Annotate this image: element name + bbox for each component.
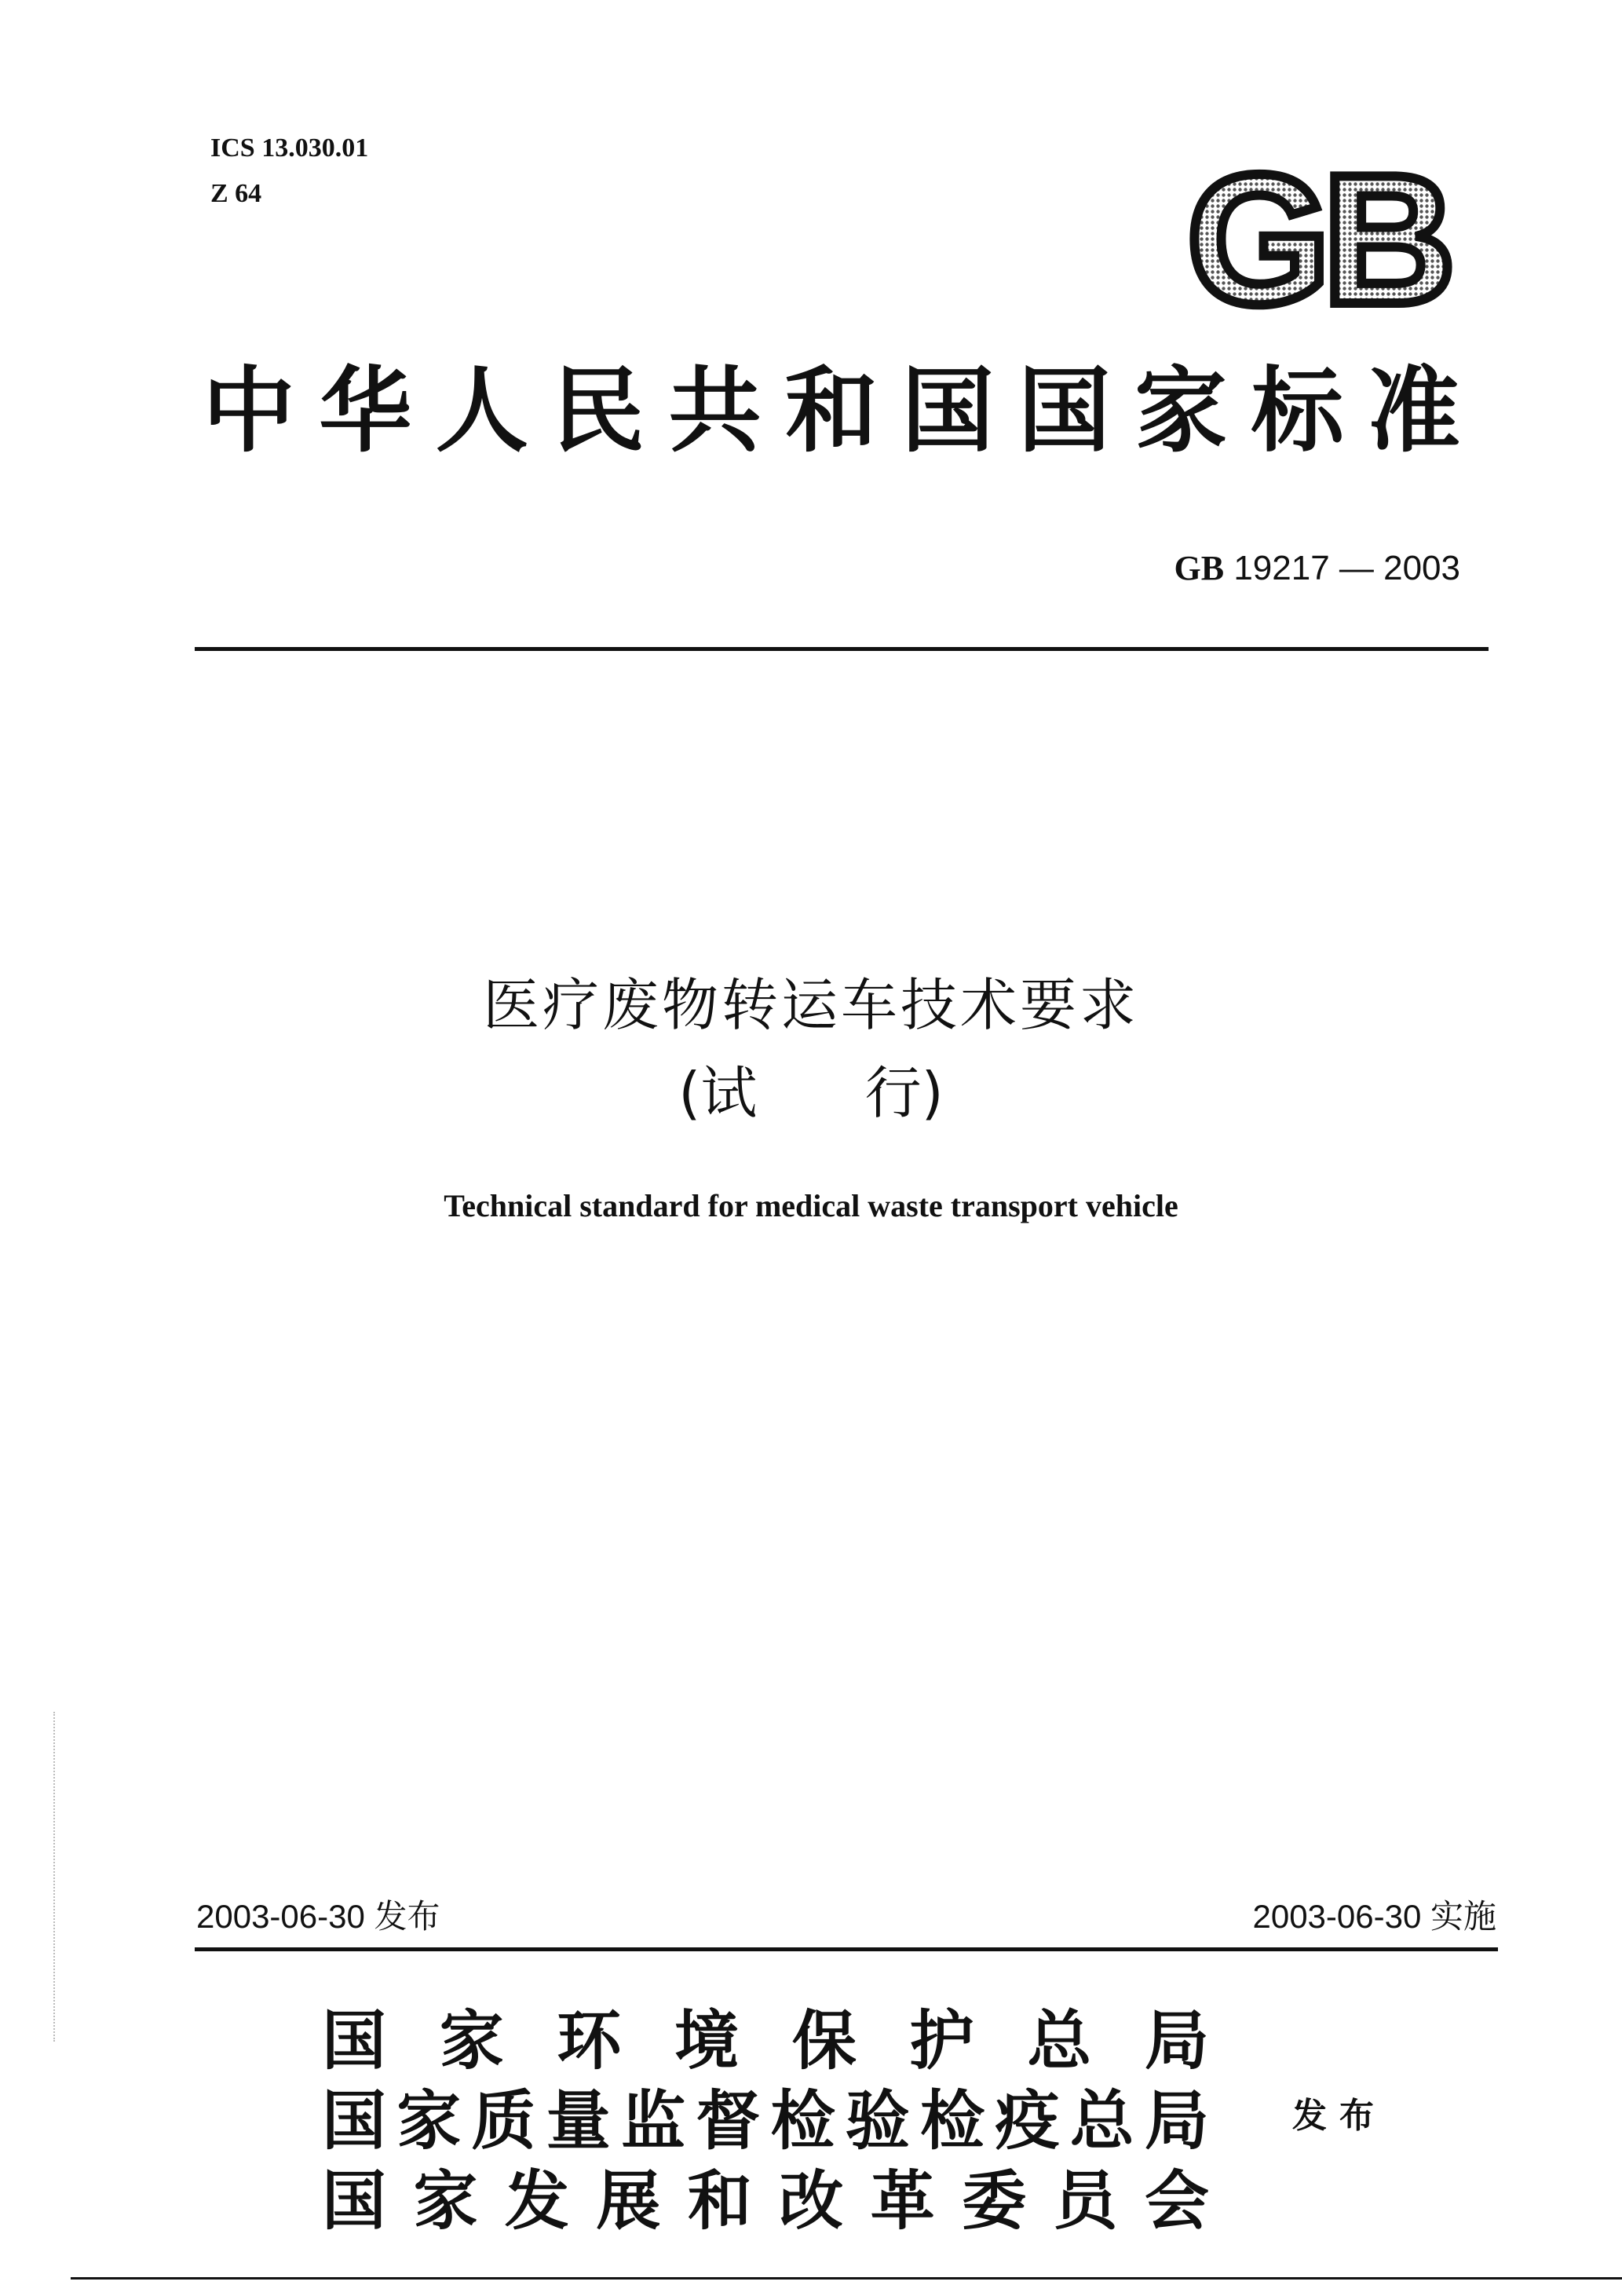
- title-char: 华: [319, 356, 426, 465]
- issuer-char: 家: [439, 2003, 504, 2078]
- issuer-char: 疫: [995, 2083, 1060, 2159]
- issuer-char: 总: [1027, 2003, 1092, 2078]
- issuer-char: 检: [770, 2083, 835, 2159]
- title-char: 民: [552, 356, 659, 465]
- issuer-char: 改: [779, 2163, 844, 2239]
- issuer-char: 护: [909, 2003, 974, 2078]
- issuer-char: 检: [920, 2083, 985, 2159]
- standard-number: [1174, 548, 1461, 588]
- publish-label: 发布: [1292, 2096, 1386, 2136]
- issuer-char: 总: [1069, 2083, 1134, 2159]
- national-standard-title: [203, 336, 1474, 470]
- document-subtitle-zh: (试 行): [678, 1060, 944, 1126]
- issuer-char: 和: [687, 2163, 752, 2239]
- issuer-char: 展: [596, 2163, 661, 2239]
- issuer-char: 局: [1144, 2083, 1209, 2159]
- issuer-char: 保: [791, 2003, 857, 2078]
- title-char: 共: [668, 356, 776, 465]
- issuer-char: 员: [1053, 2163, 1118, 2239]
- document-title-zh: 医疗废物转运车技术要求: [482, 972, 1139, 1038]
- title-char: 准: [1367, 356, 1474, 465]
- page-bottom-rule: [71, 2277, 1622, 2280]
- issuer-char: 局: [1144, 2003, 1209, 2078]
- title-char: 家: [1134, 356, 1242, 465]
- title-char: 标: [1251, 356, 1358, 465]
- scan-margin-dots: [53, 1712, 57, 2042]
- issue-date: 2003-06-30 发布: [196, 1898, 440, 1935]
- title-char: 中: [203, 356, 310, 465]
- issuer-char: 监: [621, 2083, 686, 2159]
- issuer-char: 国: [322, 2003, 387, 2078]
- issuer-char: 验: [845, 2083, 910, 2159]
- issuer-char: 国: [322, 2163, 387, 2239]
- implementation-date: 2003-06-30 实施: [1252, 1898, 1496, 1935]
- gb-logo: [1160, 154, 1474, 319]
- title-char: 人: [435, 356, 542, 465]
- footer-rule: [195, 1947, 1498, 1951]
- ics-code: ICS 13.030.01: [210, 133, 369, 163]
- issuer-char: 环: [557, 2003, 622, 2078]
- standard-code: 19217 — 2003: [1233, 549, 1460, 587]
- header-rule: [195, 647, 1489, 651]
- issuer-char: 质: [471, 2083, 536, 2159]
- issuing-authorities: [322, 2001, 1209, 2241]
- issuer-char: 国: [322, 2083, 387, 2159]
- document-title-en: Technical standard for medical waste transport vehicle: [444, 1188, 1178, 1223]
- issuer-char: 委: [962, 2163, 1027, 2239]
- issuer-char: 境: [674, 2003, 740, 2078]
- issuer-char: 会: [1144, 2163, 1209, 2239]
- issuer-char: 量: [546, 2083, 611, 2159]
- issuer-char: 督: [696, 2083, 761, 2159]
- issuer-ndrc: [322, 2161, 1209, 2241]
- standard-prefix: GB: [1174, 549, 1225, 587]
- class-code: Z 64: [210, 179, 262, 208]
- title-char: 国: [1017, 356, 1125, 465]
- issuer-aqsiq: [322, 2081, 1209, 2161]
- title-char: 和: [784, 356, 892, 465]
- svg-text:GB: GB: [1186, 154, 1448, 319]
- title-char: 国: [901, 356, 1009, 465]
- issuer-char: 革: [870, 2163, 935, 2239]
- issuer-sepa: [322, 2001, 1209, 2081]
- issuer-char: 家: [396, 2083, 462, 2159]
- issuer-char: 发: [504, 2163, 569, 2239]
- classification-codes: [210, 126, 368, 217]
- issuer-char: 家: [413, 2163, 478, 2239]
